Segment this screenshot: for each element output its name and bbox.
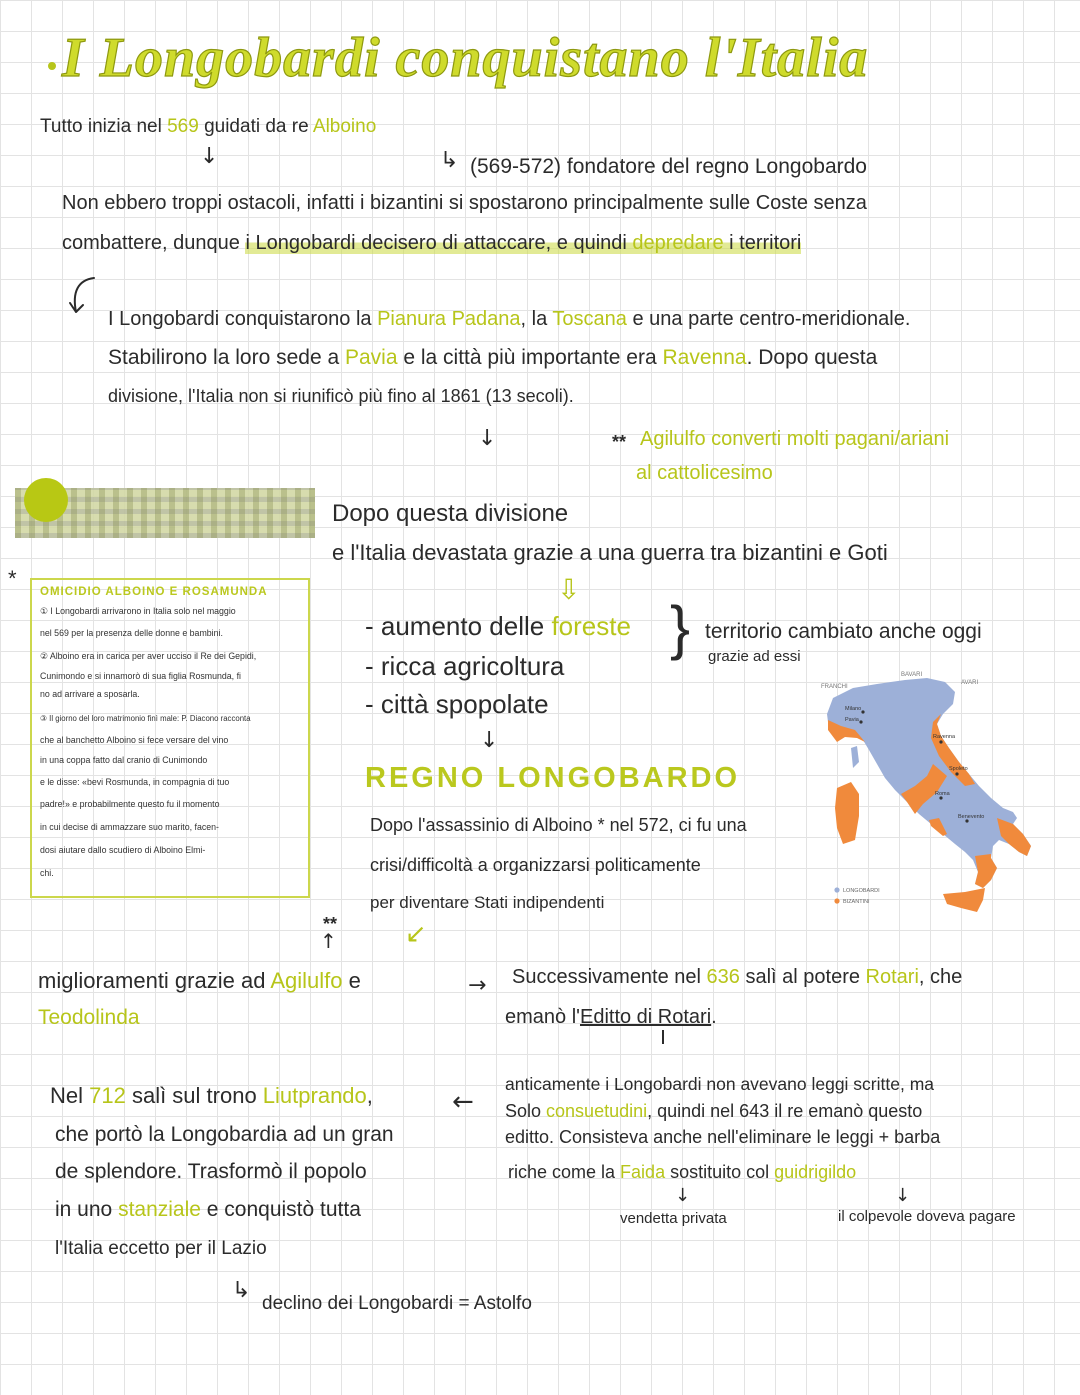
agilulfo-highlight: Agilulfo (270, 968, 343, 993)
effect-cities: - città spopolate (365, 689, 549, 719)
map-sicily-byzantine (943, 888, 985, 912)
teodolinda-highlight: Teodolinda (38, 1006, 140, 1029)
story-line: in una coppa fatto dal cranio di Cunimondo (40, 755, 208, 765)
ravenna-highlight: Ravenna (662, 346, 747, 369)
intro-text: i territori (723, 232, 802, 254)
legend-label-longobardi: LONGOBARDI (843, 888, 880, 894)
map-label-ravenna: Ravenna (933, 734, 956, 740)
arrow-right-icon: → (468, 973, 487, 998)
liutprando-line-3: de splendore. Trasformò il popolo (55, 1160, 367, 1183)
intro-text: guidati da re (198, 116, 313, 137)
city-dot-milano (861, 710, 864, 713)
liutprando-line-2: che portò la Longobardia ad un gran (55, 1123, 394, 1146)
box-asterisk-marker: * (8, 566, 17, 591)
story-line: nel 569 per la presenza delle donne e bambini. (40, 628, 223, 638)
kingdom-line-2: crisi/difficoltà a organizzarsi politicamente (370, 855, 701, 875)
rotari-text: , che (918, 966, 963, 988)
kingdom-heading: REGNO LONGOBARDO (365, 762, 741, 794)
legend-dot-bizantini (834, 898, 839, 903)
kingdom-line-1: Dopo l'assassinio di Alboino * nel 572, ci fu una (370, 815, 747, 835)
year-569-highlight: 569 (167, 116, 199, 137)
map-label-milano: Milano (845, 706, 862, 712)
curved-arrow-icon (66, 272, 100, 318)
faida-highlight: Faida (620, 1162, 666, 1182)
city-dot-ravenna (939, 740, 942, 743)
intro-text: Tutto inizia nel (40, 116, 168, 137)
agilulfo-note-marker: ** (612, 432, 627, 452)
arrow-left-icon: ← (452, 1087, 474, 1117)
rotari-line-2 (505, 1006, 717, 1029)
story-line: ③ Il giorno del loro matrimonio finì male: P. Diacono racconta (40, 714, 251, 723)
kingdom-line-3: per diventare Stati indipendenti (370, 893, 605, 912)
guidrigildo-meaning: il colpevole doveva pagare (838, 1208, 1016, 1225)
circle-decoration (24, 478, 68, 522)
arrow-down-icon: ↓ (200, 144, 219, 169)
arrow-turn-icon: ↳ (440, 148, 459, 173)
editto-di-rotari-underlined: Editto di Rotari (579, 1006, 712, 1028)
edict-line-1: anticamente i Longobardi non avevano leggi scritte, ma (505, 1074, 935, 1094)
legend-dot-longobardi (834, 887, 839, 892)
map-label-avari: AVARI (961, 680, 979, 686)
map-calabria-byzantine (975, 854, 997, 888)
guidrigildo-highlight: guidrigildo (774, 1162, 857, 1182)
edict-text: sostituito col (665, 1162, 775, 1182)
arrow-down-icon: ↓ (675, 1185, 691, 1206)
decline-note: declino dei Longobardi = Astolfo (262, 1293, 532, 1314)
intro-text: combattere, dunque (62, 232, 246, 254)
map-label-franchi: FRANCHI (821, 684, 848, 690)
year-636-highlight: 636 (706, 966, 740, 988)
liutprando-text: salì sul trono (125, 1083, 263, 1108)
edict-text: Solo (505, 1101, 547, 1121)
city-dot-pavia (859, 720, 862, 723)
division-line-2: e l'Italia devastata grazie a una guerra tra bizantini e Goti (332, 540, 888, 565)
map-corsica (851, 746, 859, 768)
story-box-title: OMICIDIO ALBOINO E ROSAMUNDA (40, 586, 268, 598)
liutprando-text: Nel (50, 1083, 90, 1108)
story-line: padre!» e probabilmente questo fu il momento (40, 799, 220, 809)
founder-note: (569-572) fondatore del regno Longobardo (470, 155, 867, 178)
curly-brace: } (670, 594, 691, 661)
arrow-down-icon: ↓ (480, 728, 499, 753)
faida-meaning: vendetta privata (620, 1210, 727, 1227)
liutprando-text: e conquistò tutta (200, 1198, 361, 1221)
intro-line-3 (62, 232, 801, 255)
liutprando-highlight: Liutprando (262, 1083, 367, 1108)
pavia-highlight: Pavia (344, 346, 398, 369)
map-label-benevento: Benevento (958, 814, 985, 820)
rotari-text: emanò l' (505, 1006, 580, 1028)
conquest-text: I Longobardi conquistarono la (108, 308, 378, 330)
improvements-text: miglioramenti grazie ad (38, 968, 271, 993)
conquest-line-1 (108, 308, 910, 331)
conquest-text: . Dopo questa (746, 346, 878, 369)
conquest-text: Stabilirono la loro sede a (108, 346, 345, 369)
intro-line-1 (40, 116, 376, 138)
improvements-marker: ** (323, 914, 338, 934)
conquest-text: e la città più importante era (397, 346, 663, 369)
consuetudini-highlight: consuetudini (546, 1101, 648, 1121)
edict-text: , quindi nel 643 il re emanò questo (647, 1101, 923, 1121)
effect-forests (365, 612, 631, 642)
edict-line-2 (505, 1101, 922, 1122)
title-dot-decoration (48, 62, 56, 70)
map-label-pavia: Pavia (845, 717, 859, 723)
liutprando-line-4 (55, 1198, 361, 1222)
map-sardinia-byzantine (835, 782, 859, 844)
edict-line-3: editto. Consisteva anche nell'eliminare le leggi + barba (505, 1127, 941, 1147)
side-note-line-1: territorio cambiato anche oggi (705, 620, 982, 643)
liutprando-text: in uno (55, 1198, 119, 1221)
division-line-1: Dopo questa divisione (332, 500, 569, 527)
legend-label-bizantini: BIZANTINI (843, 899, 870, 905)
map-puglia-byzantine (997, 818, 1031, 856)
conquest-line-2 (108, 346, 877, 370)
effect-agriculture: - ricca agricoltura (365, 651, 565, 681)
outlined-arrow-down-icon: ⇩ (557, 573, 581, 606)
intro-line-2: Non ebbero troppi ostacoli, infatti i bizantini si spostarono principalmente sulle Coste senza (62, 192, 867, 214)
story-line: e le disse: «bevi Rosmunda, in compagnia di tuo (40, 777, 230, 787)
edict-text: riche come la (508, 1162, 621, 1182)
city-dot-spoleto (955, 772, 958, 775)
story-line: ② Alboino era in carica per aver ucciso il Re dei Gepidi, (40, 651, 257, 661)
map-label-bavari: BAVARI (901, 672, 923, 678)
agilulfo-note-line-2: al cattolicesimo (636, 462, 773, 484)
improvements-line-1 (38, 968, 361, 993)
conquest-text: , la (520, 308, 553, 330)
alboino-highlight: Alboino (312, 116, 377, 137)
pianura-padana-highlight: Pianura Padana (377, 308, 521, 330)
stanziale-highlight: stanziale (118, 1198, 201, 1221)
highlighted-phrase (245, 232, 801, 254)
story-line: in cui decise di ammazzare suo marito, facen- (40, 822, 219, 832)
story-line: no ad arrivare a sposarla. (40, 689, 140, 699)
rotari-text: . (711, 1006, 717, 1028)
map-label-roma: Roma (935, 791, 950, 797)
rotari-highlight: Rotari (865, 966, 919, 988)
conquest-line-3: divisione, l'Italia non si riunificò più fino al 1861 (13 secoli). (108, 386, 574, 406)
italy-map (815, 668, 1035, 918)
toscana-highlight: Toscana (552, 308, 627, 330)
agilulfo-note-line-1: Agilulfo converti molti pagani/ariani (640, 428, 950, 450)
map-label-spoleto: Spoleto (949, 766, 968, 772)
story-line: che al banchetto Alboino si fece versare del vino (40, 735, 229, 745)
arrow-diagonal-icon: ↙ (405, 919, 427, 949)
effect-text: - aumento delle (365, 611, 552, 641)
story-line: Cunimondo e si innamorò di sua figlia Rosmunda, fi (40, 671, 241, 681)
conquest-text: e una parte centro-meridionale. (626, 308, 911, 330)
rotari-text: Successivamente nel (512, 966, 707, 988)
improvements-text: e (342, 968, 361, 993)
year-712-highlight: 712 (89, 1083, 126, 1108)
intro-text: i Longobardi decisero di attaccare, e quindi (245, 232, 633, 254)
story-line: chi. (40, 868, 54, 878)
side-note-line-2: grazie ad essi (708, 648, 801, 665)
story-line: dosi aiutare dallo scudiero di Alboino Elmi- (40, 845, 206, 855)
edict-line-4 (508, 1162, 856, 1183)
connector-tick (662, 1030, 664, 1044)
arrow-turn-icon: ↳ (232, 1278, 251, 1303)
arrow-up-icon: ↑ (320, 929, 337, 953)
story-line: ① I Longobardi arrivarono in Italia solo nel maggio (40, 606, 236, 616)
page-title: I Longobardi conquistano l'Italia (62, 27, 869, 89)
rotari-line-1 (512, 966, 962, 989)
liutprando-line-5: l'Italia eccetto per il Lazio (55, 1238, 267, 1259)
arrow-down-icon: ↓ (895, 1185, 911, 1206)
foreste-highlight: foreste (551, 611, 631, 641)
rotari-text: salì al potere (739, 966, 866, 988)
arrow-down-icon: ↓ (478, 426, 497, 451)
liutprando-text: , (366, 1083, 373, 1108)
depredare-highlight: depredare (632, 232, 724, 254)
liutprando-line-1 (50, 1083, 373, 1108)
